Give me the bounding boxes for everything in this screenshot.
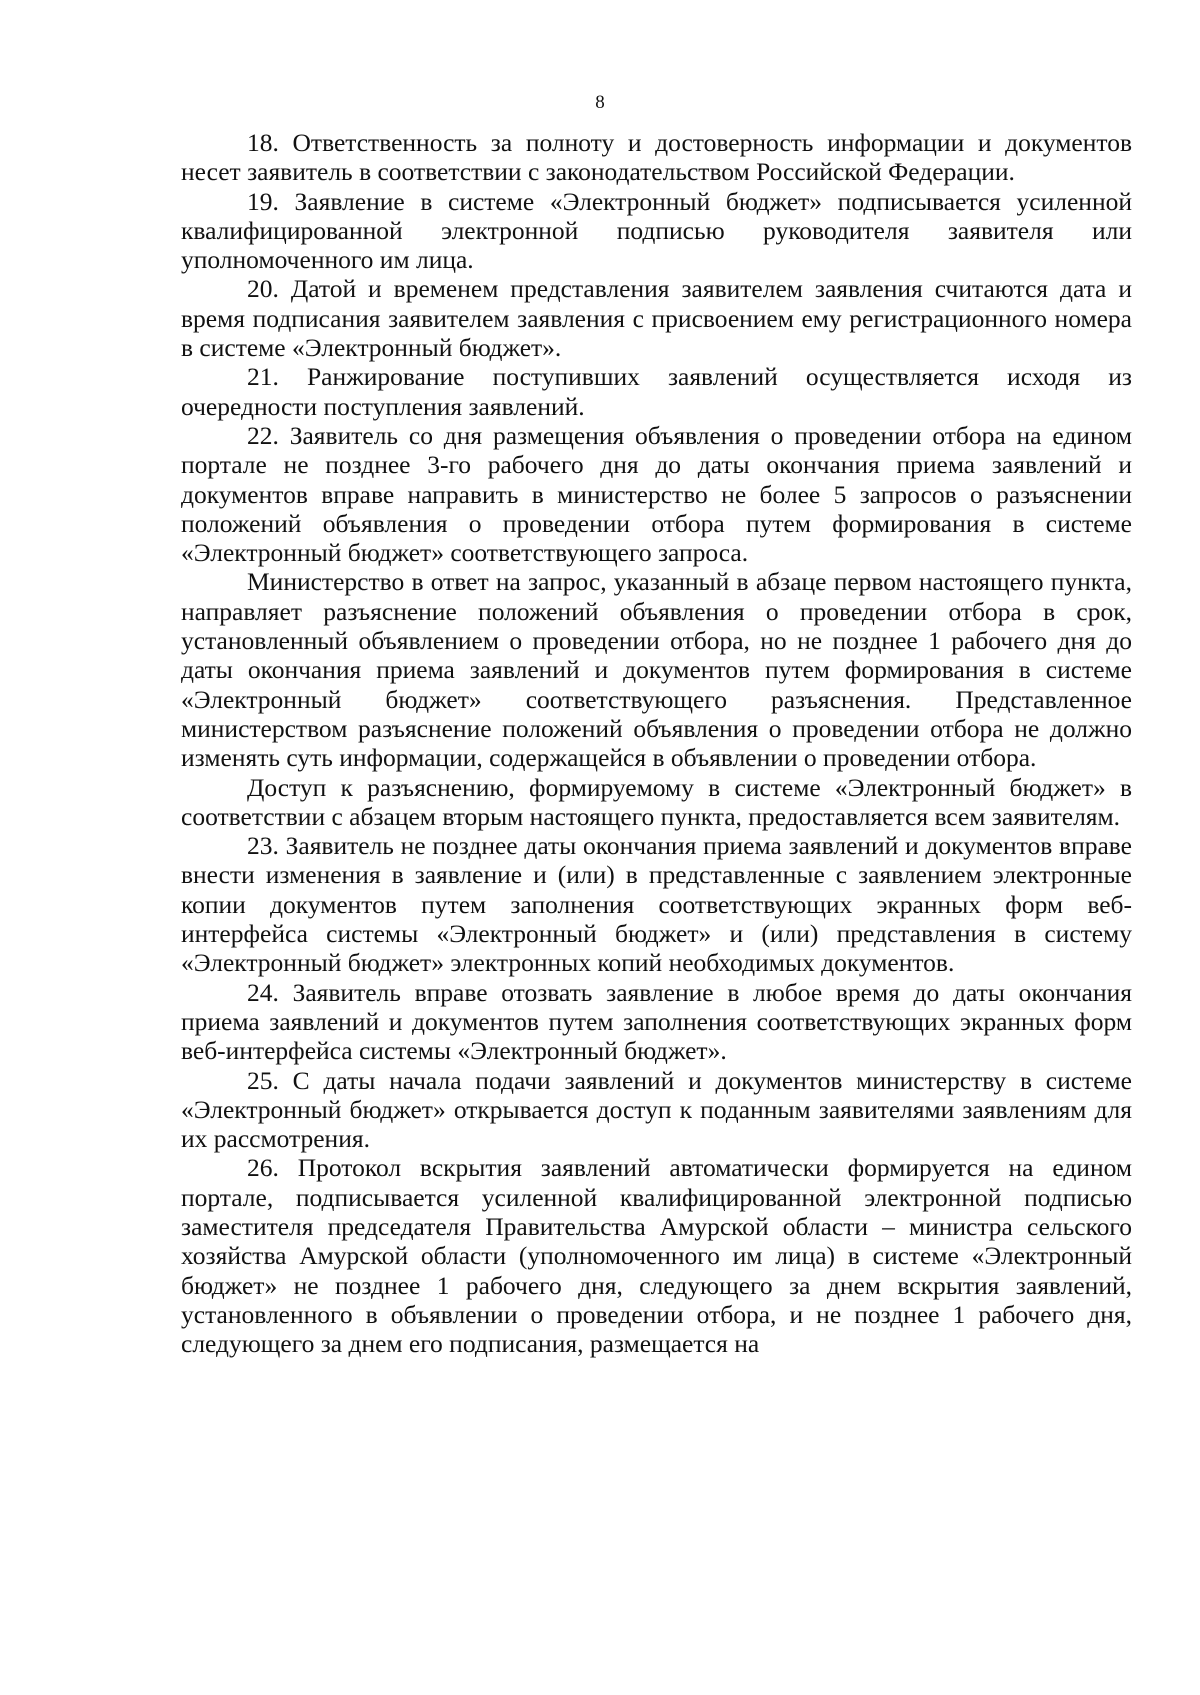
paragraph-19: 19. Заявление в системе «Электронный бюджет» подписывается усиленной квалифицированной электронной подписью руководителя заявителя или уполномоченного им лица. xyxy=(181,186,1132,275)
document-body xyxy=(181,128,1132,1358)
paragraph-25: 25. С даты начала подачи заявлений и документов министерству в системе «Электронный бюджет» открывается доступ к поданным заявителями заявлениям для их рассмотрения. xyxy=(181,1065,1132,1154)
paragraph-18: 18. Ответственность за полноту и достоверность информации и документов несет заявитель в соответствии с законодательством Российской Федерации. xyxy=(181,128,1132,187)
paragraph-26: 26. Протокол вскрытия заявлений автоматически формируется на едином портале, подписывается усиленной квалифицированной электронной подписью заместителя председателя Правительства Амурской области – министра сельского хозяйства Амурской области (уполномоченного им лица) в системе «Электронный бюджет» не позднее 1 рабочего дня, следующего за днем вскрытия заявлений, установленного в объявлении о проведении отбора, и не позднее 1 рабочего дня, следующего за днем его подписания, размещается на xyxy=(181,1153,1132,1359)
paragraph-22-second: Министерство в ответ на запрос, указанный в абзаце первом настоящего пункта, направляет разъяснение положений объявления о проведении отбора в срок, установленный объявлением о проведении отбора, но не позднее 1 рабочего дня до даты окончания приема заявлений и документов путем формирования в системе «Электронный бюджет» соответствующего разъяснения. Представленное министерством разъяснение положений объявления о проведении отбора не должно изменять суть информации, содержащейся в объявлении о проведении отбора. xyxy=(181,567,1132,773)
paragraph-22: 22. Заявитель со дня размещения объявления о проведении отбора на едином портале не позднее 3-го рабочего дня до даты окончания приема заявлений и документов вправе направить в министерство не более 5 запросов о разъяснении положений объявления о проведении отбора путем формирования в системе «Электронный бюджет» соответствующего запроса. xyxy=(181,420,1132,568)
paragraph-23: 23. Заявитель не позднее даты окончания приема заявлений и документов вправе внести изменения в заявление и (или) в представленные с заявлением электронные копии документов путем заполнения соответствующих экранных форм веб-интерфейса системы «Электронный бюджет» и (или) представления в систему «Электронный бюджет» электронных копий необходимых документов. xyxy=(181,831,1132,978)
paragraph-22-third: Доступ к разъяснению, формируемому в системе «Электронный бюджет» в соответствии с абзацем вторым настоящего пункта, предоставляется всем заявителям. xyxy=(181,772,1132,831)
paragraph-21: 21. Ранжирование поступивших заявлений осуществляется исходя из очередности поступления заявлений. xyxy=(181,362,1132,421)
page-number: 8 xyxy=(595,92,605,113)
paragraph-20: 20. Датой и временем представления заявителем заявления считаются дата и время подписания заявителем заявления с присвоением ему регистрационного номера в системе «Электронный бюджет». xyxy=(181,274,1132,363)
paragraph-24: 24. Заявитель вправе отозвать заявление в любое время до даты окончания приема заявлений и документов путем заполнения соответствующих экранных форм веб-интерфейса системы «Электронный бюджет». xyxy=(181,977,1132,1066)
